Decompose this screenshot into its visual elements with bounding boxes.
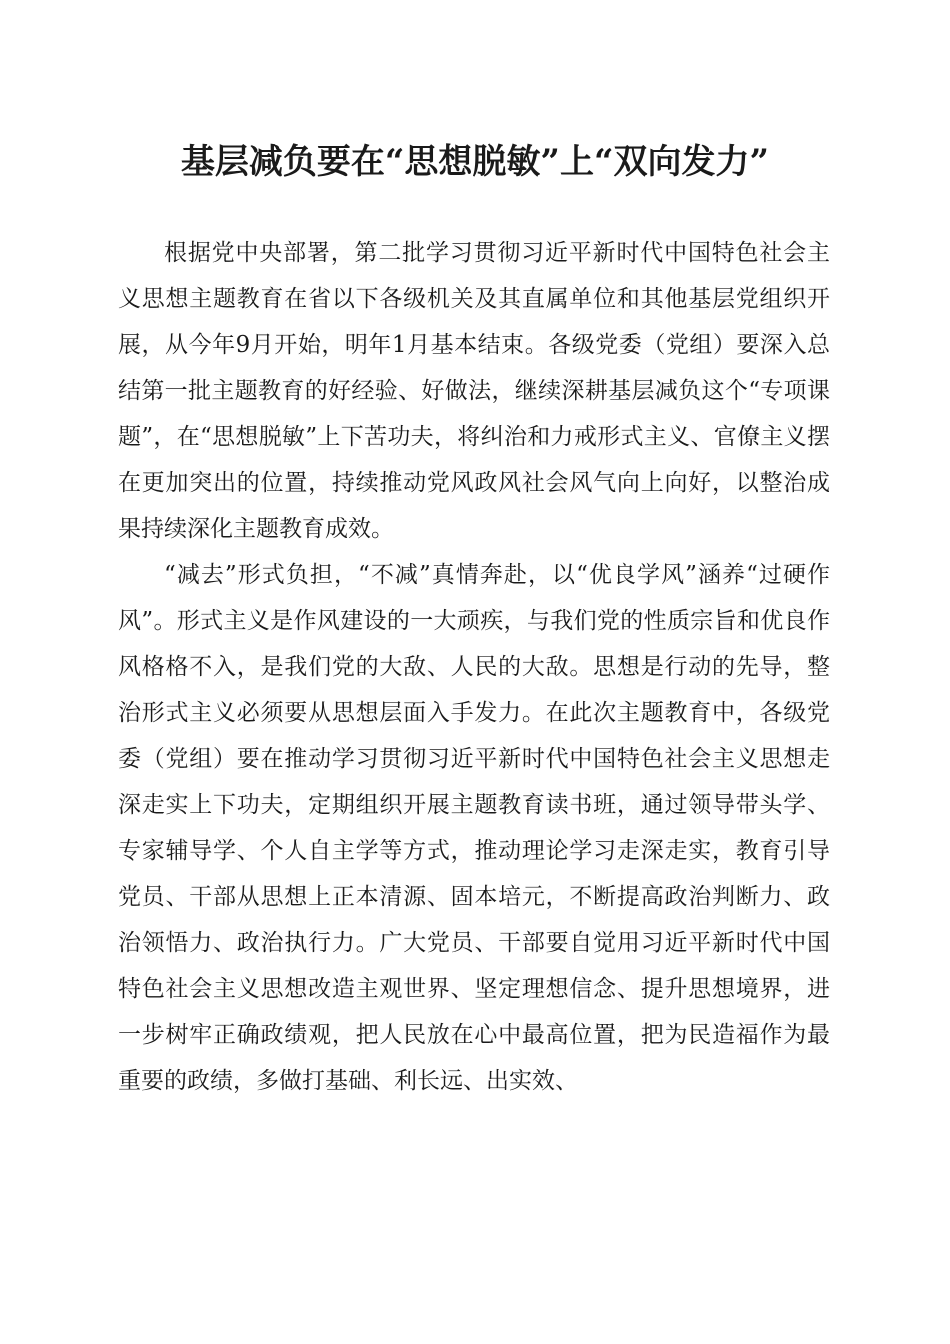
document-title: 基层减负要在“思想脱敏”上“双向发力” bbox=[180, 142, 770, 182]
document-body bbox=[118, 230, 830, 1104]
paragraph-1: 根据党中央部署，第二批学习贯彻习近平新时代中国特色社会主义思想主题教育在省以下各级机关及其直属单位和其他基层党组织开展，从今年9月开始，明年1月基本结束。各级党委（党组）要深入总结第一批主题教育的好经验、好做法，继续深耕基层减负这个“专项课题”，在“思想脱敏”上下苦功夫，将纠治和力戒形式主义、官僚主义摆在更加突出的位置，持续推动党风政风社会风气向上向好，以整治成果持续深化主题教育成效。 bbox=[118, 240, 830, 542]
paragraph-2: “减去”形式负担，“不减”真情奔赴，以“优良学风”涵养“过硬作风”。形式主义是作风建设的一大顽疾，与我们党的性质宗旨和优良作风格格不入，是我们党的大敌、人民的大敌。思想是行动的先导，整治形式主义必须要从思想层面入手发力。在此次主题教育中，各级党委（党组）要在推动学习贯彻习近平新时代中国特色社会主义思想走深走实上下功夫，定期组织开展主题教育读书班，通过领导带头学、专家辅导学、个人自主学等方式，推动理论学习走深走实，教育引导党员、干部从思想上正本清源、固本培元，不断提高政治判断力、政治领悟力、政治执行力。广大党员、干部要自觉用习近平新时代中国特色社会主义思想改造主观世界、坚定理想信念、提升思想境界，进一步树牢正确政绩观，把人民放在心中最高位置，把为民造福作为最重要的政绩，多做打基础、利长远、出实效、 bbox=[118, 562, 830, 1094]
